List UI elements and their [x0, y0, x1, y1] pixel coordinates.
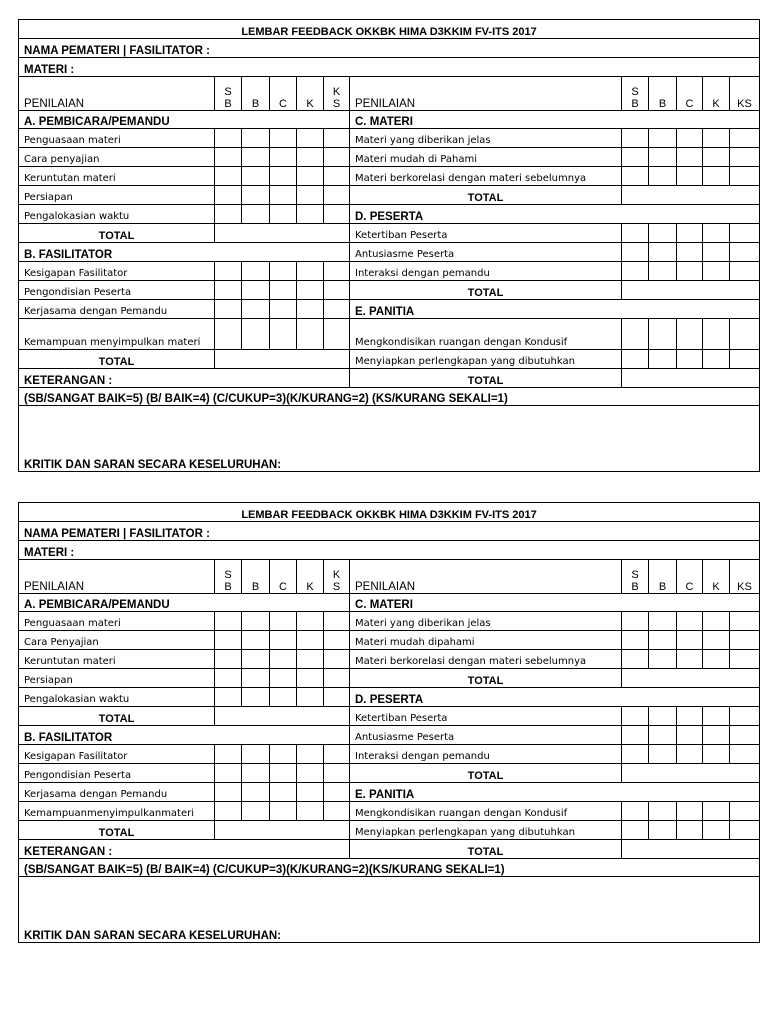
score-cell[interactable]: [703, 224, 730, 243]
score-cell[interactable]: [677, 262, 703, 281]
criterion-label: Materi yang diberikan jelas: [350, 129, 622, 148]
criterion-label: Kemampuan menyimpulkan materi: [19, 319, 215, 350]
score-cell[interactable]: [242, 783, 270, 802]
score-cell[interactable]: [297, 764, 324, 783]
score-cell[interactable]: [677, 350, 703, 369]
score-cell[interactable]: [324, 688, 350, 707]
score-cell[interactable]: [649, 821, 677, 840]
score-cell[interactable]: [270, 129, 297, 148]
criterion-label: Keruntutan materi: [19, 167, 215, 186]
score-cell[interactable]: [297, 669, 324, 688]
sb-header: S B: [622, 77, 649, 111]
score-cell[interactable]: [270, 631, 297, 650]
score-cell[interactable]: [324, 802, 350, 821]
score-cell[interactable]: [730, 650, 760, 669]
criterion-label: Kesigapan Fasilitator: [19, 745, 215, 764]
criterion-label: Materi mudah dipahami: [350, 631, 622, 650]
total-label: TOTAL: [350, 186, 622, 205]
section-a-heading: A. PEMBICARA/PEMANDU: [19, 111, 350, 129]
score-cell[interactable]: [649, 745, 677, 764]
b-header: B: [242, 560, 270, 594]
total-label: TOTAL: [19, 224, 215, 243]
score-cell[interactable]: [703, 745, 730, 764]
criterion-label: Penguasaan materi: [19, 612, 215, 631]
score-cell[interactable]: [270, 205, 297, 224]
criterion-label: Kesigapan Fasilitator: [19, 262, 215, 281]
score-cell[interactable]: [649, 802, 677, 821]
score-cell[interactable]: [622, 650, 649, 669]
score-cell[interactable]: [324, 783, 350, 802]
total-label: TOTAL: [19, 707, 215, 726]
feedback-form: [18, 19, 759, 472]
criterion-label: Pengondisian Peserta: [19, 764, 215, 783]
total-value[interactable]: [622, 840, 760, 859]
score-cell[interactable]: [270, 745, 297, 764]
criterion-label: Antusiasme Peserta: [350, 726, 622, 745]
score-cell[interactable]: [703, 821, 730, 840]
penilaian-header: PENILAIAN: [350, 560, 622, 594]
sb-header: S B: [622, 560, 649, 594]
score-cell[interactable]: [270, 148, 297, 167]
total-value[interactable]: [215, 707, 350, 726]
score-cell[interactable]: [297, 167, 324, 186]
c-header: C: [677, 560, 703, 594]
section-b-heading: B. FASILITATOR: [19, 726, 350, 745]
materi-field[interactable]: MATERI :: [19, 58, 760, 77]
b-header: B: [649, 560, 677, 594]
score-cell[interactable]: [649, 707, 677, 726]
section-e-heading: E. PANITIA: [350, 300, 760, 319]
score-cell[interactable]: [730, 612, 760, 631]
ks-header: K S: [324, 560, 350, 594]
score-cell[interactable]: [649, 631, 677, 650]
criterion-label: Materi berkorelasi dengan materi sebelumnya: [350, 167, 622, 186]
criterion-label: Persiapan: [19, 669, 215, 688]
score-cell[interactable]: [297, 281, 324, 300]
criterion-label: Interaksi dengan pemandu: [350, 745, 622, 764]
k-header: K: [297, 560, 324, 594]
criterion-label: Kemampuanmenyimpulkanmateri: [19, 802, 215, 821]
nama-pemateri-field[interactable]: NAMA PEMATERI | FASILITATOR :: [19, 522, 760, 541]
score-cell[interactable]: [730, 631, 760, 650]
criterion-label: Antusiasme Peserta: [350, 243, 622, 262]
score-cell[interactable]: [324, 281, 350, 300]
score-cell[interactable]: [215, 129, 242, 148]
score-cell[interactable]: [622, 631, 649, 650]
score-cell[interactable]: [622, 350, 649, 369]
score-cell[interactable]: [270, 300, 297, 319]
score-cell[interactable]: [622, 224, 649, 243]
criterion-label: Menyiapkan perlengkapan yang dibutuhkan: [350, 350, 622, 369]
criterion-label: Ketertiban Peserta: [350, 224, 622, 243]
criterion-label: Pengalokasian waktu: [19, 688, 215, 707]
score-cell[interactable]: [622, 243, 649, 262]
score-cell[interactable]: [324, 612, 350, 631]
k-header: K: [703, 77, 730, 111]
score-cell[interactable]: [677, 243, 703, 262]
score-cell[interactable]: [649, 262, 677, 281]
total-value[interactable]: [622, 369, 760, 388]
score-cell[interactable]: [242, 650, 270, 669]
score-cell[interactable]: [677, 745, 703, 764]
score-cell[interactable]: [242, 612, 270, 631]
k-header: K: [703, 560, 730, 594]
criterion-label: Materi berkorelasi dengan materi sebelumnya: [350, 650, 622, 669]
score-cell[interactable]: [703, 262, 730, 281]
score-cell[interactable]: [622, 821, 649, 840]
score-cell[interactable]: [622, 707, 649, 726]
score-cell[interactable]: [730, 224, 760, 243]
score-cell[interactable]: [270, 612, 297, 631]
score-cell[interactable]: [677, 821, 703, 840]
score-cell[interactable]: [242, 802, 270, 821]
feedback-form: [18, 502, 759, 943]
section-e-heading: E. PANITIA: [350, 783, 760, 802]
score-cell[interactable]: [649, 350, 677, 369]
score-cell[interactable]: [677, 612, 703, 631]
total-value[interactable]: [215, 350, 350, 369]
score-cell[interactable]: [324, 205, 350, 224]
score-cell[interactable]: [270, 281, 297, 300]
criterion-label: Ketertiban Peserta: [350, 707, 622, 726]
criterion-label: Pengalokasian waktu: [19, 205, 215, 224]
score-cell[interactable]: [297, 205, 324, 224]
score-cell[interactable]: [677, 726, 703, 745]
score-cell[interactable]: [215, 167, 242, 186]
score-cell[interactable]: [677, 650, 703, 669]
score-cell[interactable]: [730, 802, 760, 821]
ks-header: KS: [730, 77, 760, 111]
sb-header: S B: [215, 560, 242, 594]
score-cell[interactable]: [622, 612, 649, 631]
score-cell[interactable]: [297, 148, 324, 167]
score-cell[interactable]: [703, 650, 730, 669]
total-label: TOTAL: [350, 764, 622, 783]
score-cell[interactable]: [215, 148, 242, 167]
score-cell[interactable]: [730, 319, 760, 350]
total-label: TOTAL: [350, 369, 622, 388]
score-cell[interactable]: [242, 205, 270, 224]
score-cell[interactable]: [649, 612, 677, 631]
score-cell[interactable]: [215, 186, 242, 205]
score-cell[interactable]: [242, 319, 270, 350]
score-legend: (SB/SANGAT BAIK=5) (B/ BAIK=4) (C/CUKUP=3)(K/KURANG=2)(KS/KURANG SEKALI=1): [19, 859, 760, 877]
penilaian-header: PENILAIAN: [350, 77, 622, 111]
score-cell[interactable]: [242, 745, 270, 764]
total-value[interactable]: [622, 281, 760, 300]
total-value[interactable]: [215, 224, 350, 243]
criterion-label: Keruntutan materi: [19, 650, 215, 669]
criterion-label: Persiapan: [19, 186, 215, 205]
score-cell[interactable]: [677, 802, 703, 821]
score-cell[interactable]: [270, 783, 297, 802]
c-header: C: [270, 560, 297, 594]
score-cell[interactable]: [215, 669, 242, 688]
score-cell[interactable]: [730, 726, 760, 745]
criterion-label: Mengkondisikan ruangan dengan Kondusif: [350, 319, 622, 350]
score-cell[interactable]: [215, 802, 242, 821]
form-title: LEMBAR FEEDBACK OKKBK HIMA D3KKIM FV-ITS 2017: [19, 503, 760, 522]
score-cell[interactable]: [649, 650, 677, 669]
total-label: TOTAL: [19, 821, 215, 840]
score-cell[interactable]: [215, 745, 242, 764]
score-cell[interactable]: [270, 688, 297, 707]
score-cell[interactable]: [677, 319, 703, 350]
score-cell[interactable]: [703, 802, 730, 821]
criterion-label: Mengkondisikan ruangan dengan Kondusif: [350, 802, 622, 821]
keterangan-label: KETERANGAN :: [19, 369, 350, 388]
section-d-heading: D. PESERTA: [350, 205, 760, 224]
form-title: LEMBAR FEEDBACK OKKBK HIMA D3KKIM FV-ITS 2017: [19, 20, 760, 39]
score-cell[interactable]: [242, 129, 270, 148]
section-c-heading: C. MATERI: [350, 111, 760, 129]
score-cell[interactable]: [730, 129, 760, 148]
c-header: C: [270, 77, 297, 111]
score-cell[interactable]: [242, 167, 270, 186]
score-cell[interactable]: [215, 281, 242, 300]
criterion-label: Kerjasama dengan Pemandu: [19, 300, 215, 319]
score-cell[interactable]: [297, 319, 324, 350]
section-a-heading: A. PEMBICARA/PEMANDU: [19, 594, 350, 612]
score-cell[interactable]: [730, 167, 760, 186]
score-cell[interactable]: [649, 129, 677, 148]
score-cell[interactable]: [297, 802, 324, 821]
score-cell[interactable]: [215, 319, 242, 350]
score-cell[interactable]: [242, 300, 270, 319]
score-cell[interactable]: [730, 821, 760, 840]
score-cell[interactable]: [270, 764, 297, 783]
c-header: C: [677, 77, 703, 111]
score-cell[interactable]: [730, 707, 760, 726]
score-cell[interactable]: [677, 167, 703, 186]
score-cell[interactable]: [297, 783, 324, 802]
score-cell[interactable]: [703, 319, 730, 350]
score-cell[interactable]: [270, 186, 297, 205]
total-value[interactable]: [622, 669, 760, 688]
penilaian-header: PENILAIAN: [19, 560, 215, 594]
score-cell[interactable]: [297, 688, 324, 707]
score-cell[interactable]: [324, 319, 350, 350]
score-cell[interactable]: [215, 612, 242, 631]
score-cell[interactable]: [270, 262, 297, 281]
score-cell[interactable]: [622, 802, 649, 821]
score-cell[interactable]: [677, 631, 703, 650]
total-value[interactable]: [215, 821, 350, 840]
score-cell[interactable]: [215, 650, 242, 669]
total-value[interactable]: [622, 764, 760, 783]
criterion-label: Kerjasama dengan Pemandu: [19, 783, 215, 802]
score-cell[interactable]: [270, 650, 297, 669]
score-cell[interactable]: [622, 262, 649, 281]
kritik-saran-field[interactable]: KRITIK DAN SARAN SECARA KESELURUHAN:: [19, 877, 760, 943]
score-cell[interactable]: [622, 129, 649, 148]
score-cell[interactable]: [324, 764, 350, 783]
score-cell[interactable]: [649, 167, 677, 186]
score-cell[interactable]: [622, 319, 649, 350]
score-cell[interactable]: [324, 186, 350, 205]
score-cell[interactable]: [215, 688, 242, 707]
score-cell[interactable]: [324, 300, 350, 319]
criterion-label: Cara Penyajian: [19, 631, 215, 650]
criterion-label: Materi yang diberikan jelas: [350, 612, 622, 631]
score-cell[interactable]: [703, 243, 730, 262]
keterangan-label: KETERANGAN :: [19, 840, 350, 859]
score-cell[interactable]: [649, 224, 677, 243]
criterion-label: Pengondisian Peserta: [19, 281, 215, 300]
score-cell[interactable]: [324, 650, 350, 669]
score-cell[interactable]: [677, 129, 703, 148]
sb-header: S B: [215, 77, 242, 111]
score-cell[interactable]: [324, 148, 350, 167]
score-cell[interactable]: [297, 745, 324, 764]
score-cell[interactable]: [703, 707, 730, 726]
b-header: B: [242, 77, 270, 111]
score-cell[interactable]: [297, 631, 324, 650]
score-cell[interactable]: [622, 167, 649, 186]
score-cell[interactable]: [622, 148, 649, 167]
score-cell[interactable]: [649, 243, 677, 262]
score-cell[interactable]: [677, 148, 703, 167]
kritik-saran-field[interactable]: KRITIK DAN SARAN SECARA KESELURUHAN:: [19, 406, 760, 472]
score-cell[interactable]: [215, 631, 242, 650]
score-cell[interactable]: [677, 707, 703, 726]
section-c-heading: C. MATERI: [350, 594, 760, 612]
total-label: TOTAL: [350, 840, 622, 859]
score-cell[interactable]: [649, 148, 677, 167]
criterion-label: Menyiapkan perlengkapan yang dibutuhkan: [350, 821, 622, 840]
score-legend: (SB/SANGAT BAIK=5) (B/ BAIK=4) (C/CUKUP=3)(K/KURANG=2) (KS/KURANG SEKALI=1): [19, 388, 760, 406]
score-cell[interactable]: [703, 612, 730, 631]
score-cell[interactable]: [324, 167, 350, 186]
score-cell[interactable]: [242, 262, 270, 281]
score-cell[interactable]: [324, 129, 350, 148]
k-header: K: [297, 77, 324, 111]
score-cell[interactable]: [324, 669, 350, 688]
ks-header: K S: [324, 77, 350, 111]
score-cell[interactable]: [242, 764, 270, 783]
score-cell[interactable]: [297, 129, 324, 148]
score-cell[interactable]: [324, 631, 350, 650]
score-cell[interactable]: [730, 350, 760, 369]
score-cell[interactable]: [297, 300, 324, 319]
score-cell[interactable]: [324, 262, 350, 281]
score-cell[interactable]: [215, 783, 242, 802]
total-label: TOTAL: [350, 281, 622, 300]
score-cell[interactable]: [649, 319, 677, 350]
score-cell[interactable]: [703, 631, 730, 650]
score-cell[interactable]: [270, 669, 297, 688]
score-cell[interactable]: [649, 726, 677, 745]
score-cell[interactable]: [297, 650, 324, 669]
total-label: TOTAL: [350, 669, 622, 688]
score-cell[interactable]: [703, 167, 730, 186]
feedback-table: [18, 19, 760, 472]
score-cell[interactable]: [324, 745, 350, 764]
score-cell[interactable]: [297, 612, 324, 631]
score-cell[interactable]: [215, 262, 242, 281]
criterion-label: Penguasaan materi: [19, 129, 215, 148]
score-cell[interactable]: [215, 300, 242, 319]
score-cell[interactable]: [703, 350, 730, 369]
b-header: B: [649, 77, 677, 111]
total-value[interactable]: [622, 186, 760, 205]
score-cell[interactable]: [270, 167, 297, 186]
score-cell[interactable]: [242, 148, 270, 167]
score-cell[interactable]: [242, 186, 270, 205]
score-cell[interactable]: [730, 262, 760, 281]
score-cell[interactable]: [270, 802, 297, 821]
score-cell[interactable]: [703, 148, 730, 167]
score-cell[interactable]: [703, 726, 730, 745]
penilaian-header: PENILAIAN: [19, 77, 215, 111]
feedback-table: [18, 502, 760, 943]
score-cell[interactable]: [622, 745, 649, 764]
score-cell[interactable]: [215, 205, 242, 224]
score-cell[interactable]: [622, 726, 649, 745]
score-cell[interactable]: [297, 186, 324, 205]
materi-field[interactable]: MATERI :: [19, 541, 760, 560]
section-d-heading: D. PESERTA: [350, 688, 760, 707]
score-cell[interactable]: [297, 262, 324, 281]
criterion-label: Cara penyajian: [19, 148, 215, 167]
score-cell[interactable]: [242, 669, 270, 688]
score-cell[interactable]: [270, 319, 297, 350]
score-cell[interactable]: [242, 688, 270, 707]
score-cell[interactable]: [703, 129, 730, 148]
criterion-label: Interaksi dengan pemandu: [350, 262, 622, 281]
score-cell[interactable]: [215, 764, 242, 783]
score-cell[interactable]: [730, 148, 760, 167]
score-cell[interactable]: [242, 631, 270, 650]
score-cell[interactable]: [730, 243, 760, 262]
section-b-heading: B. FASILITATOR: [19, 243, 350, 262]
nama-pemateri-field[interactable]: NAMA PEMATERI | FASILITATOR :: [19, 39, 760, 58]
criterion-label: Materi mudah di Pahami: [350, 148, 622, 167]
ks-header: KS: [730, 560, 760, 594]
score-cell[interactable]: [730, 745, 760, 764]
score-cell[interactable]: [242, 281, 270, 300]
total-label: TOTAL: [19, 350, 215, 369]
score-cell[interactable]: [677, 224, 703, 243]
